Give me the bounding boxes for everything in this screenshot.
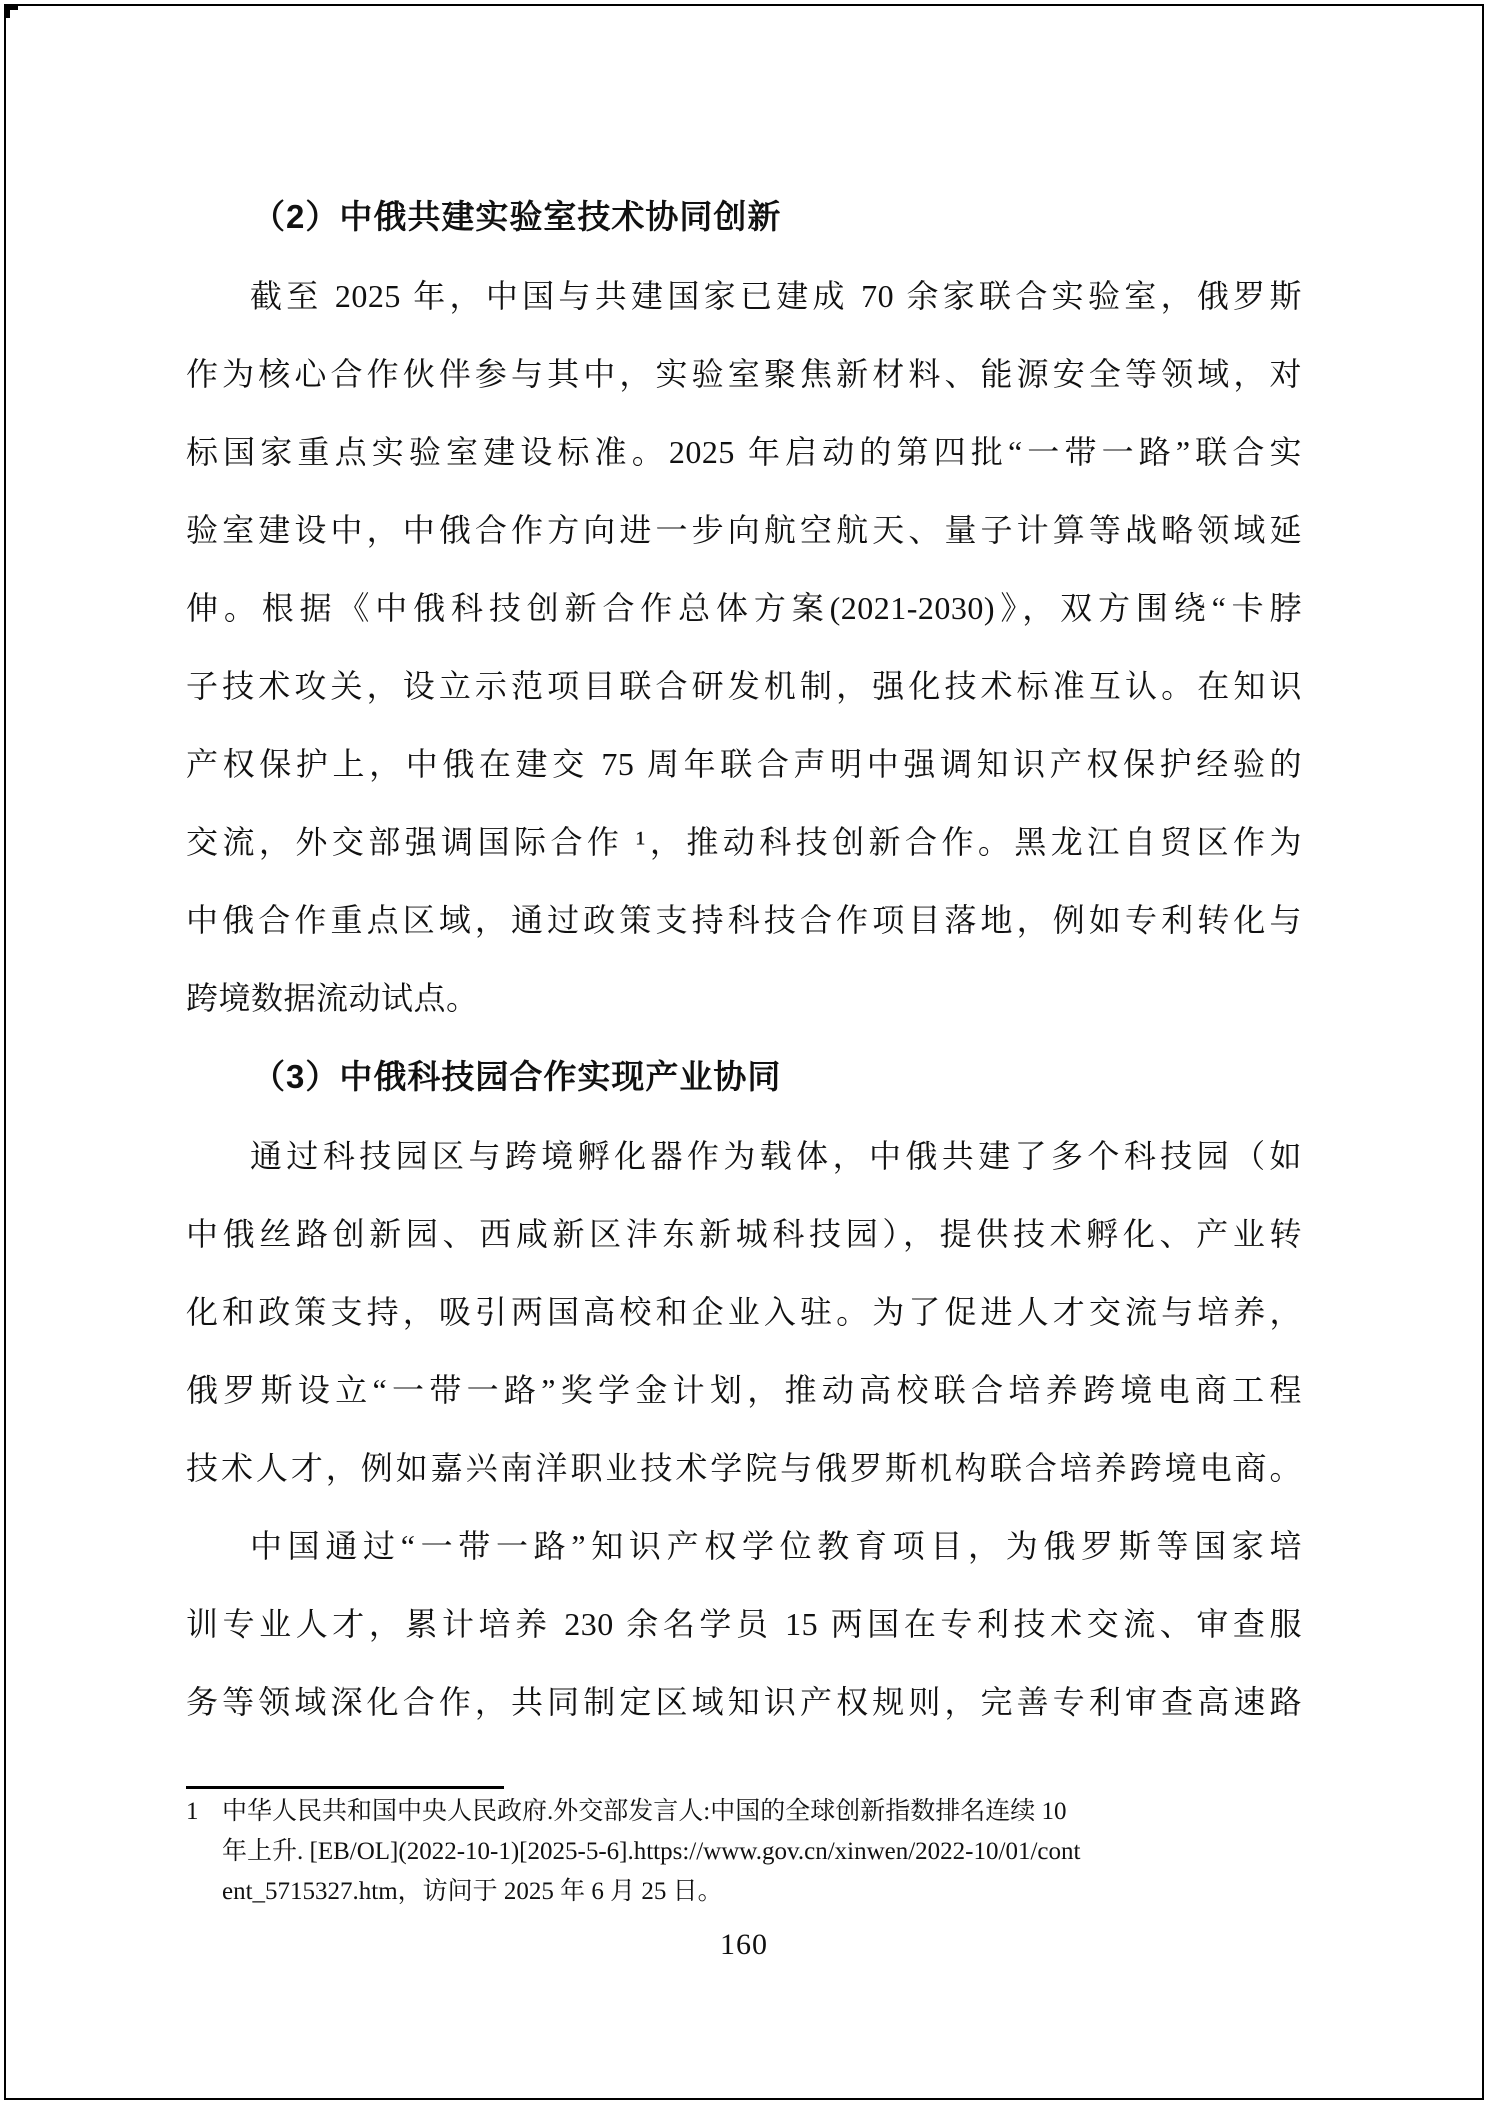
body-line: 中国通过“一带一路”知识产权学位教育项目，为俄罗斯等国家培: [250, 1528, 1302, 1564]
body-line: 务等领域深化合作，共同制定区域知识产权规则，完善专利审查高速路: [186, 1684, 1302, 1720]
body-line: 验室建设中，中俄合作方向进一步向航空航天、量子计算等战略领域延: [186, 512, 1302, 548]
body-line: 产权保护上，中俄在建交 75 周年联合声明中强调知识产权保护经验的: [186, 746, 1302, 782]
body-line: 伸。根据《中俄科技创新合作总体方案(2021-2030)》，双方围绕“卡脖: [186, 590, 1302, 626]
body-line: 交流，外交部强调国际合作 ¹，推动科技创新合作。黑龙江自贸区作为: [186, 824, 1302, 860]
footnote-line: 年上升. [EB/OL](2022-10-1)[2025-5-6].https://www.gov.cn/xinwen/2022-10/01/cont: [222, 1838, 1081, 1865]
body-line: 标国家重点实验室建设标准。2025 年启动的第四批“一带一路”联合实: [186, 434, 1302, 470]
section-heading-2: （2）中俄共建实验室技术协同创新: [252, 198, 782, 235]
body-line: 化和政策支持，吸引两国高校和企业入驻。为了促进人才交流与培养，: [186, 1294, 1302, 1330]
body-line: 作为核心合作伙伴参与其中，实验室聚焦新材料、能源安全等领域，对: [186, 356, 1302, 392]
footnote-marker: 1: [186, 1798, 199, 1825]
body-line: 截至 2025 年，中国与共建国家已建成 70 余家联合实验室，俄罗斯: [250, 278, 1302, 314]
main-text-block: [186, 177, 1302, 1741]
page-number: 160: [720, 1928, 768, 1961]
body-line: 子技术攻关，设立示范项目联合研发机制，强化技术标准互认。在知识: [186, 668, 1302, 704]
body-line: 中俄丝路创新园、西咸新区沣东新城科技园），提供技术孵化、产业转: [186, 1216, 1302, 1252]
body-line: 训专业人才，累计培养 230 余名学员 15 两国在专利技术交流、审查服: [186, 1606, 1302, 1642]
body-line: 俄罗斯设立“一带一路”奖学金计划，推动高校联合培养跨境电商工程: [186, 1372, 1302, 1408]
section-heading-3: （3）中俄科技园合作实现产业协同: [252, 1058, 782, 1095]
footnote-text: 中华人民共和国中央人民政府.外交部发言人:中国的全球创新指数排名连续 10: [222, 1798, 1067, 1825]
body-line: 中俄合作重点区域，通过政策支持科技合作项目落地，例如专利转化与: [186, 902, 1302, 938]
body-line: 通过科技园区与跨境孵化器作为载体，中俄共建了多个科技园（如: [250, 1138, 1302, 1174]
footnote-line: [186, 1792, 1326, 1832]
body-line: 技术人才，例如嘉兴南洋职业技术学院与俄罗斯机构联合培养跨境电商。: [186, 1450, 1302, 1486]
footnote-line: ent_5715327.htm，访问于 2025 年 6 月 25 日。: [222, 1878, 723, 1905]
footnote-separator: [186, 1786, 504, 1789]
body-line: 跨境数据流动试点。: [186, 980, 479, 1016]
page-corner-mark: [4, 4, 18, 18]
footnote: [186, 1792, 1326, 1912]
